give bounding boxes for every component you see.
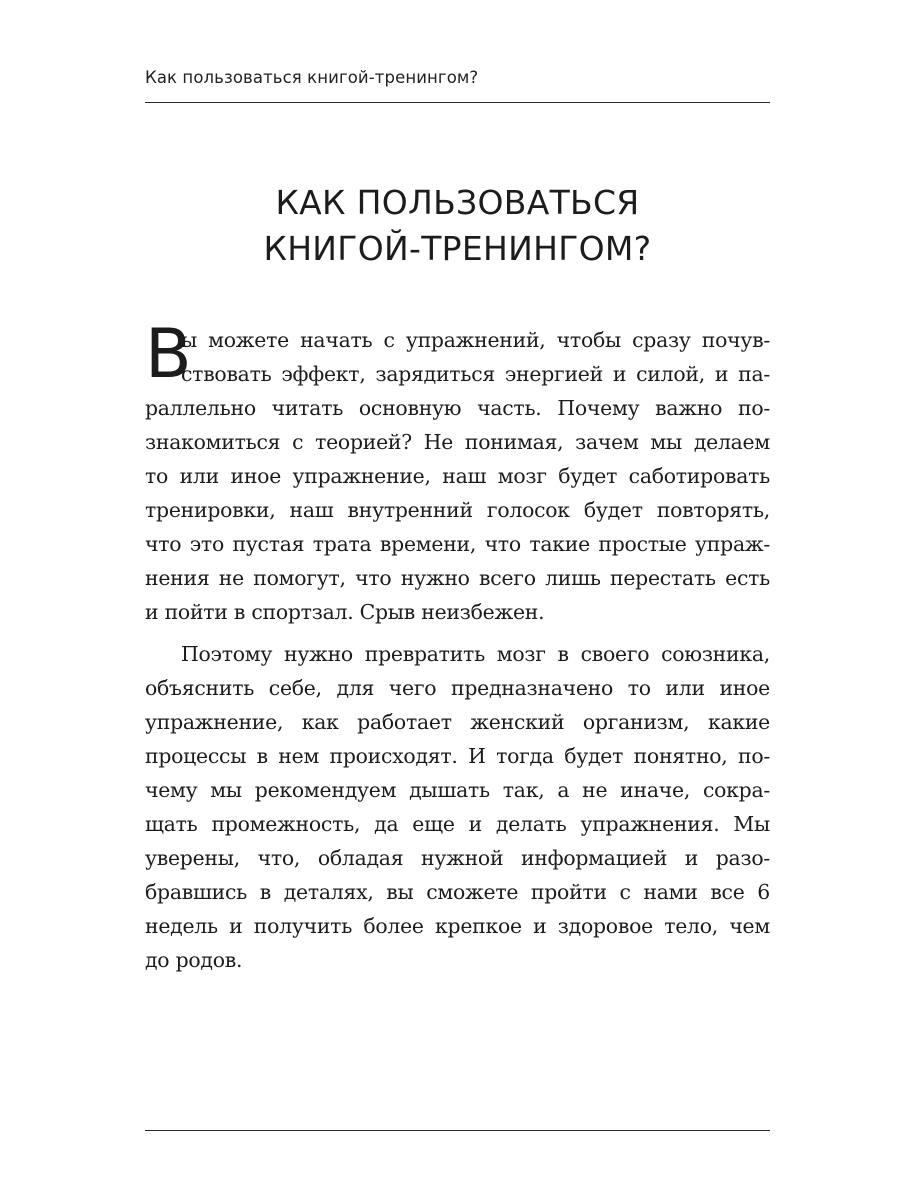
text-line: тренировки, наш внутренний голосок будет повторять, bbox=[145, 498, 770, 522]
drop-cap: В bbox=[145, 315, 192, 394]
text-line: нения не помогут, что нужно всего лишь перестать есть bbox=[145, 566, 770, 590]
text-line: уверены, что, обладая нужной информацией и разо- bbox=[145, 846, 770, 870]
text-line: знакомиться с теорией? Не понимая, зачем мы делаем bbox=[145, 430, 770, 454]
text-line: Поэтому нужно превратить мозг в своего союзника, bbox=[181, 642, 770, 666]
running-header: Как пользоваться книгой-тренингом? bbox=[145, 68, 479, 87]
text-line: объяснить себе, для чего предназначено то или иное bbox=[145, 676, 770, 700]
chapter-title-line-1: КАК ПОЛЬЗОВАТЬСЯ bbox=[275, 183, 640, 223]
text-line: что это пустая трата времени, что такие простые упраж- bbox=[145, 532, 770, 556]
text-line: ы можете начать с упражнений, чтобы сразу почув- bbox=[181, 328, 770, 352]
footer-rule bbox=[145, 1130, 770, 1131]
paragraph-1 bbox=[145, 315, 770, 629]
text-line: недель и получить более крепкое и здоровое тело, чем bbox=[145, 914, 770, 938]
text-line: бравшись в деталях, вы сможете пройти с нами все 6 bbox=[145, 880, 770, 904]
paragraph-2 bbox=[145, 637, 770, 977]
text-line: щать промежность, да еще и делать упражнения. Мы bbox=[145, 812, 770, 836]
text-line: раллельно читать основную часть. Почему важно по- bbox=[145, 396, 770, 420]
body-text bbox=[145, 315, 770, 977]
text-line: то или иное упражнение, наш мозг будет саботировать bbox=[145, 464, 770, 488]
text-line: и пойти в спортзал. Срыв неизбежен. bbox=[145, 600, 545, 624]
text-line: чему мы рекомендуем дышать так, а не иначе, сокра- bbox=[145, 778, 770, 802]
text-line: упражнение, как работает женский организм, какие bbox=[145, 710, 770, 734]
text-line: процессы в нем происходят. И тогда будет понятно, по- bbox=[145, 744, 770, 768]
header-rule bbox=[145, 102, 770, 103]
text-line: до родов. bbox=[145, 948, 243, 972]
text-line: ствовать эффект, зарядиться энергией и силой, и па- bbox=[181, 362, 770, 386]
chapter-title-line-2: КНИГОЙ-ТРЕНИНГОМ? bbox=[263, 229, 652, 269]
chapter-title bbox=[145, 180, 770, 272]
